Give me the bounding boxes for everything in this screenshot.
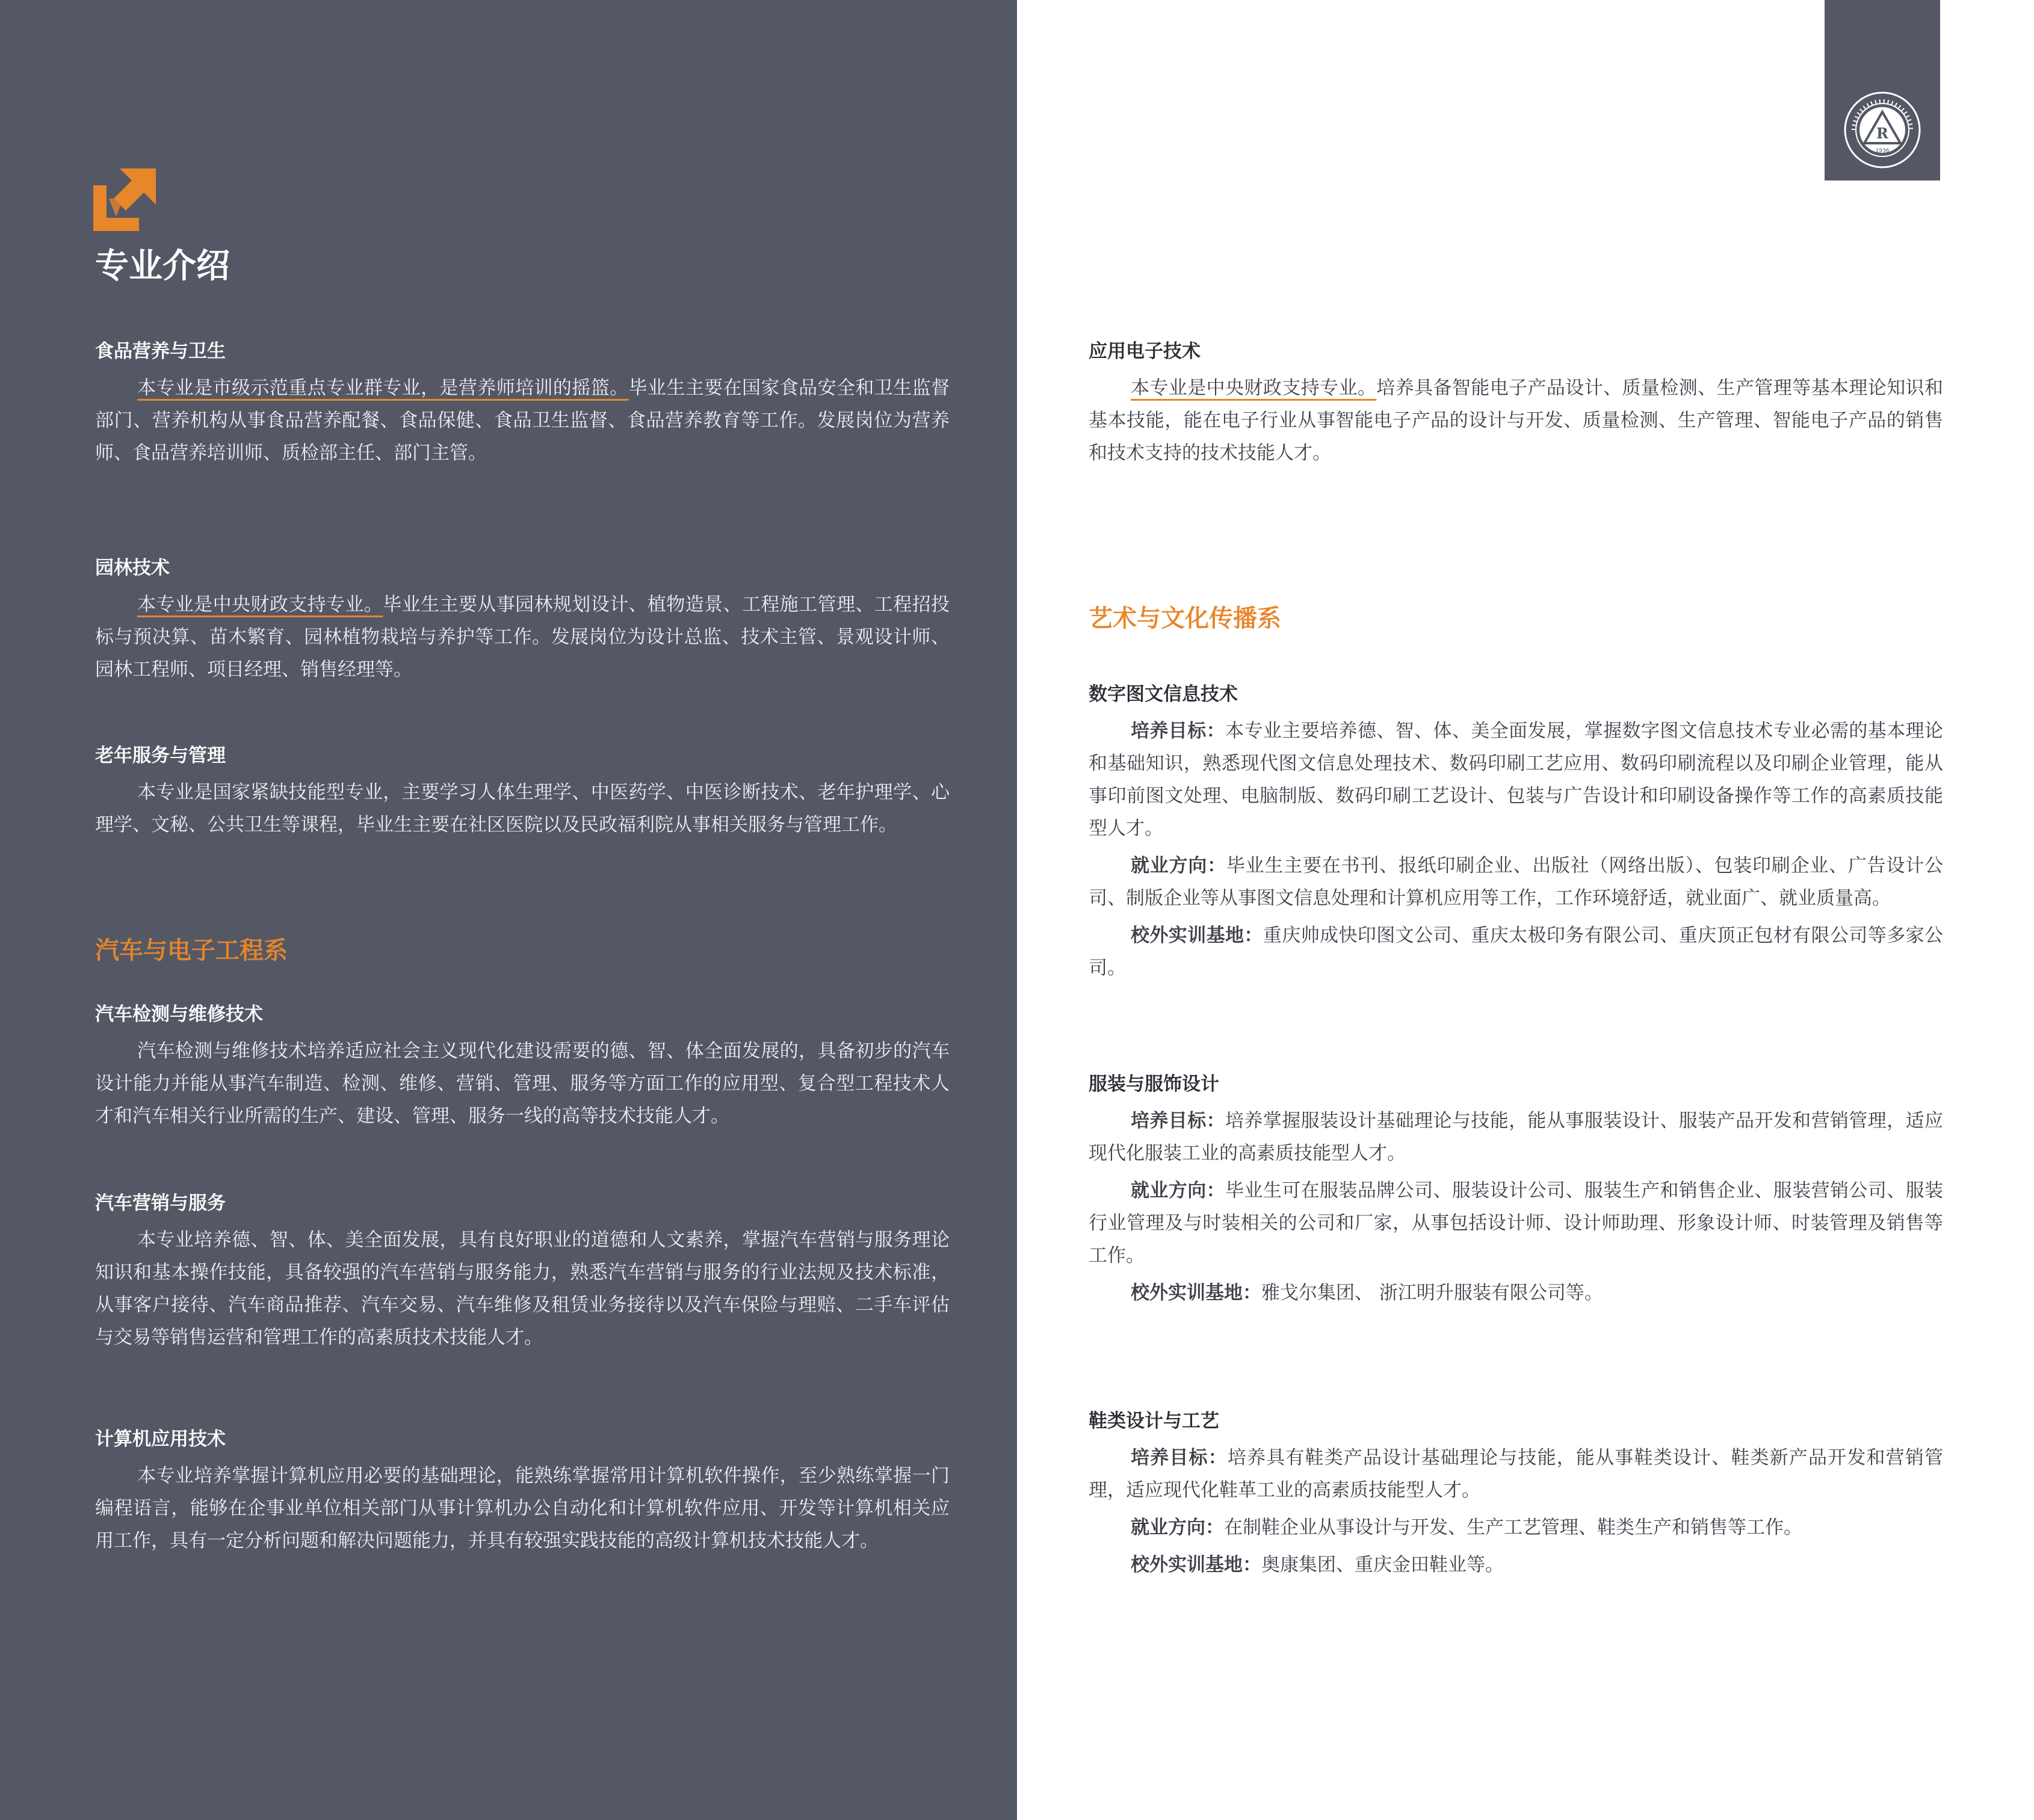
section-title: 园林技术 bbox=[95, 557, 170, 579]
section-title: 鞋类设计与工艺 bbox=[1089, 1410, 1219, 1432]
department-title: 汽车与电子工程系 bbox=[95, 937, 288, 964]
section-elderly-care bbox=[95, 741, 950, 841]
section-body: 本专业是国家紧缺技能型专业，主要学习人体生理学、中医药学、中医诊断技术、老年护理学、心理学、文秘、公共卫生等课程，毕业生主要在社区医院以及民政福利院从事相关服务与管理工作。 bbox=[95, 782, 950, 836]
section-footwear-design bbox=[1089, 1407, 1943, 1586]
section-title: 汽车营销与服务 bbox=[95, 1192, 226, 1214]
section-title: 汽车检测与维修技术 bbox=[95, 1004, 263, 1025]
right-panel bbox=[1017, 0, 2034, 1820]
training-base: 校外实训基地：重庆帅成快印图文公司、重庆太极印务有限公司、重庆顶正包材有限公司等多家公司。 bbox=[1089, 925, 1944, 979]
section-digital-graphics bbox=[1089, 680, 1943, 989]
training-goal: 培养目标：培养掌握服装设计基础理论与技能，能从事服装设计、服装产品开发和营销管理，适应现代化服装工业的高素质技能型人才。 bbox=[1089, 1110, 1944, 1164]
career-direction: 就业方向：毕业生可在服装品牌公司、服装设计公司、服装生产和销售企业、服装营销公司、服装行业管理及与时装相关的公司和厂家，从事包括设计师、设计师助理、形象设计师、时装管理及销售等工作。 bbox=[1089, 1180, 1944, 1266]
training-goal: 培养目标：培养具有鞋类产品设计基础理论与技能，能从事鞋类设计、鞋类新产品开发和营销管理，适应现代化鞋革工业的高素质技能型人才。 bbox=[1089, 1447, 1944, 1501]
section-title: 服装与服饰设计 bbox=[1089, 1073, 1219, 1095]
section-applied-electronics bbox=[1089, 337, 1943, 469]
section-body: 本专业培养德、智、体、美全面发展，具有良好职业的道德和人文素养，掌握汽车营销与服务理论知识和基本操作技能，具备较强的汽车营销与服务能力，熟悉汽车营销与服务的行业法规及技术标准，从事客户接待、汽车商品推荐、汽车交易、汽车维修及租赁业务接待以及汽车保险与理赔、二手车评估与交易等销售运营和管理工作的高素质技术技能人才。 bbox=[95, 1229, 950, 1348]
section-title: 计算机应用技术 bbox=[95, 1428, 226, 1450]
emblem-bar bbox=[1825, 0, 1940, 180]
section-title: 老年服务与管理 bbox=[95, 745, 226, 767]
section-title: 食品营养与卫生 bbox=[95, 341, 226, 362]
training-base: 校外实训基地：雅戈尔集团、 浙江明升服装有限公司等。 bbox=[1131, 1282, 1603, 1304]
section-title: 数字图文信息技术 bbox=[1089, 683, 1238, 705]
page-title: 专业介绍 bbox=[95, 247, 230, 286]
section-title: 应用电子技术 bbox=[1089, 341, 1201, 362]
training-base: 校外实训基地：奥康集团、重庆金田鞋业等。 bbox=[1131, 1554, 1504, 1576]
section-fashion-design bbox=[1089, 1070, 1943, 1314]
section-body: 本专业培养掌握计算机应用必要的基础理论，能熟练掌握常用计算机软件操作，至少熟练掌握一门编程语言，能够在企事业单位相关部门从事计算机办公自动化和计算机软件应用、开发等计算机相关应用工作，具有一定分析问题和解决问题能力，并具有较强实践技能的高级计算机技术技能人才。 bbox=[95, 1465, 950, 1552]
emblem-year: 1936 bbox=[1875, 148, 1890, 154]
highlight-text: 本专业是中央财政支持专业。 bbox=[1131, 377, 1377, 399]
section-food-nutrition bbox=[95, 337, 950, 469]
section-landscape bbox=[95, 554, 950, 686]
highlight-text: 本专业是中央财政支持专业。 bbox=[137, 594, 383, 615]
svg-text:R: R bbox=[1876, 125, 1888, 142]
section-computer-app bbox=[95, 1425, 950, 1557]
section-body: 本专业是市级示范重点专业群专业，是营养师培训的摇篮。毕业生主要在国家食品安全和卫生监督部门、营养机构从事食品营养配餐、食品保健、食品卫生监督、食品营养教育等工作。发展岗位为营养师、食品营养培训师、质检部主任、部门主管。 bbox=[95, 377, 950, 464]
section-body: 本专业是中央财政支持专业。毕业生主要从事园林规划设计、植物造景、工程施工管理、工程招投标与预决算、苗木繁育、园林植物栽培与养护等工作。发展岗位为设计总监、技术主管、景观设计师、园林工程师、项目经理、销售经理等。 bbox=[95, 594, 950, 680]
section-body: 汽车检测与维修技术培养适应社会主义现代化建设需要的德、智、体全面发展的，具备初步的汽车设计能力并能从事汽车制造、检测、维修、营销、管理、服务等方面工作的应用型、复合型工程技术人才和汽车相关行业所需的生产、建设、管理、服务一线的高等技术技能人才。 bbox=[95, 1040, 950, 1127]
career-direction: 就业方向：毕业生主要在书刊、报纸印刷企业、出版社（网络出版）、包装印刷企业、广告设计公司、制版企业等从事图文信息处理和计算机应用等工作，工作环境舒适，就业面广、就业质量高。 bbox=[1089, 855, 1944, 909]
section-body: 本专业是中央财政支持专业。培养具备智能电子产品设计、质量检测、生产管理等基本理论知识和基本技能，能在电子行业从事智能电子产品的设计与开发、质量检测、生产管理、智能电子产品的销售和技术支持的技术技能人才。 bbox=[1089, 377, 1944, 464]
school-emblem-icon bbox=[1843, 90, 1922, 170]
department-title: 艺术与文化传播系 bbox=[1089, 605, 1281, 632]
section-arrow-icon bbox=[93, 168, 156, 231]
training-goal: 培养目标：本专业主要培养德、智、体、美全面发展，掌握数字图文信息技术专业必需的基本理论和基础知识，熟悉现代图文信息处理技术、数码印刷工艺应用、数码印刷流程以及印刷企业管理，能从事印前图文处理、电脑制版、数码印刷工艺设计、包装与广告设计和印刷设备操作等工作的高素质技能型人才。 bbox=[1089, 720, 1944, 839]
career-direction: 就业方向：在制鞋企业从事设计与开发、生产工艺管理、鞋类生产和销售等工作。 bbox=[1131, 1517, 1802, 1538]
highlight-text: 本专业是市级示范重点专业群专业，是营养师培训的摇篮。 bbox=[137, 377, 629, 399]
section-auto-marketing bbox=[95, 1189, 950, 1354]
section-auto-repair bbox=[95, 1000, 950, 1132]
